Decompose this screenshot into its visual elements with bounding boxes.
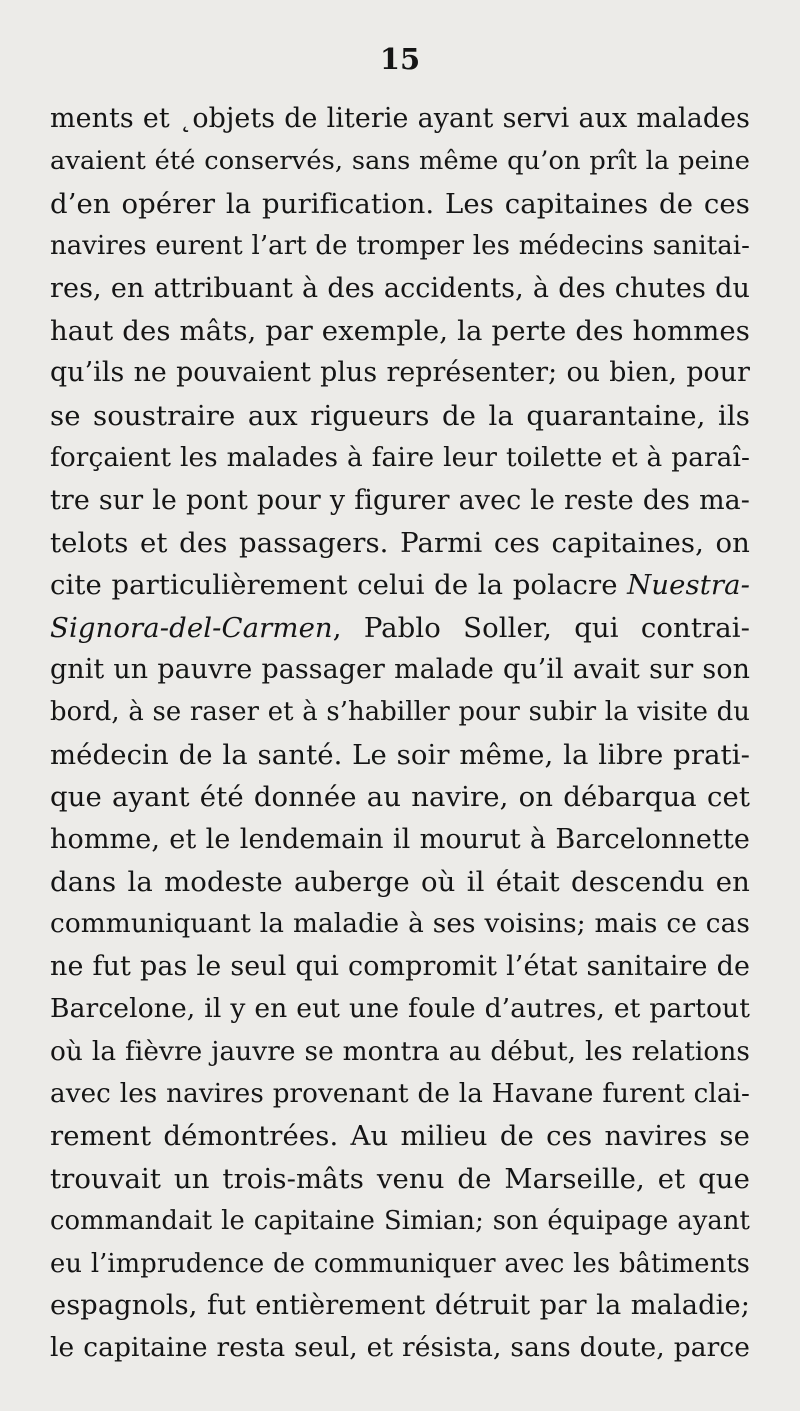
- body-text: [50, 98, 750, 1370]
- text-segment: rement démontrées. Au milieu de ces navires se: [50, 1120, 750, 1153]
- text-segment: d’en opérer la purification. Les capitaines de ces: [50, 187, 750, 220]
- text-line-10: [50, 480, 750, 522]
- text-segment: bord, à se raser et à s’habiller pour subir la visite du: [50, 697, 750, 728]
- text-line-12: [50, 564, 750, 606]
- text-segment: trouvait un trois-mâts venu de Marseille, et que: [50, 1162, 750, 1195]
- text-segment: qu’ils ne pouvaient plus représenter; ou bien, pour: [50, 357, 750, 389]
- ship-name-italic: Signora-del-Carmen: [50, 611, 333, 644]
- text-segment: homme, et le lendemain il mourut à Barcelonnette: [50, 823, 750, 855]
- text-segment: res, en attribuant à des accidents, à des chutes du: [50, 272, 750, 304]
- text-line-5: [50, 268, 750, 310]
- text-segment: forçaient les malades à faire leur toilette et à paraî-: [50, 443, 750, 474]
- text-line-13: [50, 607, 750, 649]
- text-line-9: [50, 437, 750, 479]
- text-line-1: [50, 98, 750, 140]
- ship-name-italic: Nuestra-: [627, 569, 750, 602]
- text-line-17: [50, 776, 750, 818]
- text-segment: communiquant la maladie à ses voisins; mais ce cas: [50, 909, 750, 940]
- text-line-8: [50, 395, 750, 437]
- text-line-22: [50, 988, 750, 1030]
- text-segment: où la fièvre jauvre se montra au début, les relations: [50, 1036, 750, 1067]
- text-line-24: [50, 1073, 750, 1115]
- text-segment: navires eurent l’art de tromper les médecins sanitai-: [50, 231, 750, 262]
- text-line-27: [50, 1200, 750, 1242]
- text-segment: haut des mâts, par exemple, la perte des hommes: [50, 314, 750, 347]
- text-line-25: [50, 1115, 750, 1157]
- text-line-3: [50, 183, 750, 225]
- text-segment: avec les navires provenant de la Havane furent clai-: [50, 1078, 750, 1109]
- text-segment: commandait le capitaine Simian; son équipage ayant: [50, 1206, 750, 1237]
- text-segment: cite particulièrement celui de la polacre: [50, 569, 628, 602]
- text-line-19: [50, 861, 750, 903]
- text-segment: , Pablo Soller, qui contrai-: [332, 611, 750, 644]
- text-line-29: [50, 1285, 750, 1327]
- text-segment: dans la modeste auberge où il était descendu en: [50, 866, 750, 899]
- text-segment: le capitaine resta seul, et résista, sans doute, parce: [50, 1332, 750, 1364]
- text-line-11: [50, 522, 750, 564]
- text-line-15: [50, 691, 750, 733]
- text-line-14: [50, 649, 750, 691]
- page-number: 15: [379, 42, 421, 76]
- text-line-2: [50, 140, 750, 182]
- text-line-4: [50, 225, 750, 267]
- text-line-20: [50, 903, 750, 945]
- text-segment: Barcelone, il y en eut une foule d’autres, et partout: [50, 993, 750, 1025]
- text-segment: tre sur le pont pour y figurer avec le reste des ma-: [50, 484, 750, 516]
- text-line-28: [50, 1243, 750, 1285]
- text-segment: avaient été conservés, sans même qu’on prît la peine: [50, 146, 750, 177]
- text-line-23: [50, 1031, 750, 1073]
- text-line-6: [50, 310, 750, 352]
- text-segment: médecin de la santé. Le soir même, la libre prati-: [50, 738, 750, 771]
- text-line-21: [50, 946, 750, 988]
- text-segment: ne fut pas le seul qui compromit l’état sanitaire de: [50, 950, 750, 982]
- text-line-7: [50, 352, 750, 394]
- text-segment: ments et ˛objets de literie ayant servi aux malades: [50, 103, 750, 134]
- text-segment: eu l’imprudence de communiquer avec les bâtiments: [50, 1248, 750, 1279]
- text-line-16: [50, 734, 750, 776]
- text-segment: espagnols, fut entièrement détruit par la maladie;: [50, 1289, 750, 1321]
- text-line-26: [50, 1158, 750, 1200]
- text-segment: que ayant été donnée au navire, on débarqua cet: [50, 781, 750, 814]
- text-segment: telots et des passagers. Parmi ces capitaines, on: [50, 526, 750, 559]
- text-line-30: [50, 1327, 750, 1369]
- text-segment: gnit un pauvre passager malade qu’il avait sur son: [50, 654, 750, 686]
- text-segment: se soustraire aux rigueurs de la quarantaine, ils: [50, 399, 750, 432]
- text-line-18: [50, 819, 750, 861]
